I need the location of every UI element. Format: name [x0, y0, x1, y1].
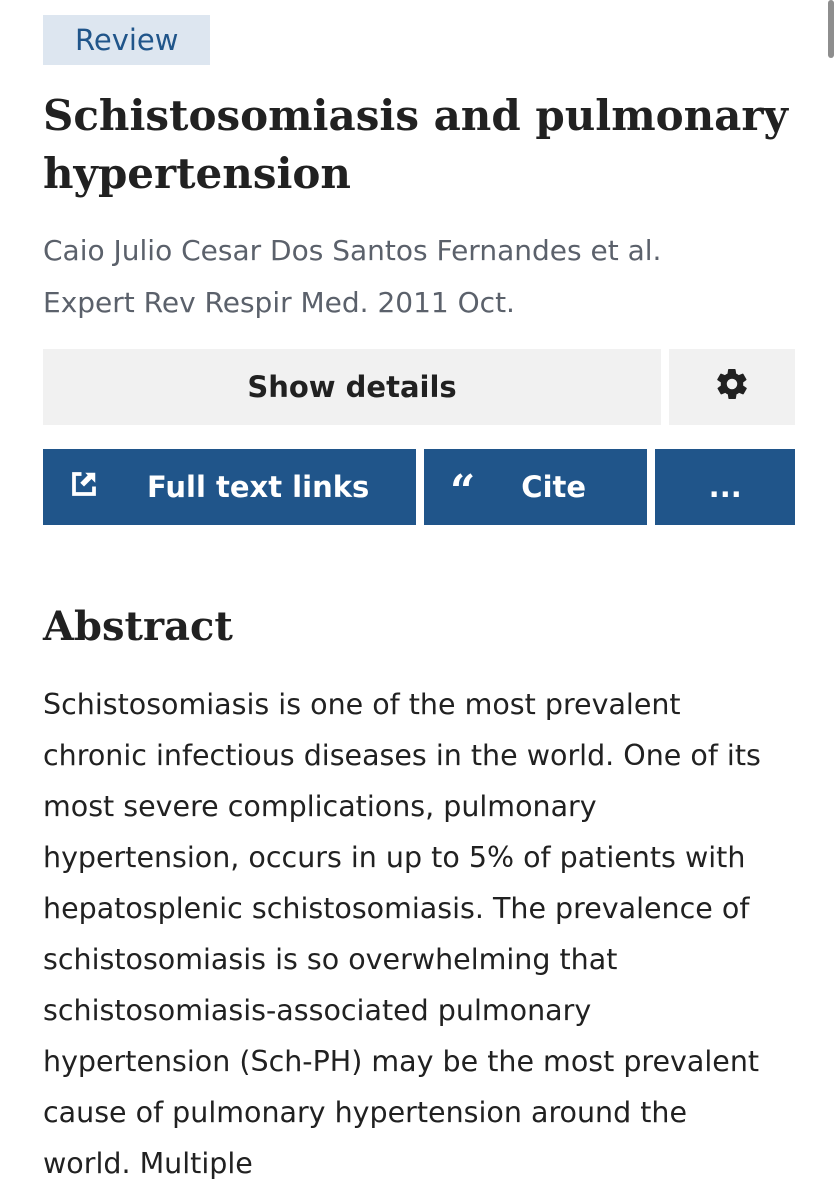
- cite-label: Cite: [521, 470, 587, 504]
- article-meta: [43, 225, 795, 329]
- action-bar: [43, 449, 795, 525]
- publication-type-badge: Review: [43, 15, 210, 65]
- article-summary: [43, 15, 795, 1189]
- full-text-links-button[interactable]: [43, 449, 416, 525]
- scrollbar[interactable]: [828, 0, 834, 58]
- show-details-label: Show details: [247, 370, 457, 404]
- cite-button[interactable]: [424, 449, 647, 525]
- article-title: Schistosomiasis and pulmonary hypertension: [43, 91, 788, 198]
- authors: Caio Julio Cesar Dos Santos Fernandes et al.: [43, 234, 662, 267]
- full-text-links-label: Full text links: [147, 470, 370, 504]
- more-actions-label: ...: [708, 470, 742, 504]
- show-details-button[interactable]: [43, 349, 661, 425]
- external-link-icon: [69, 469, 99, 506]
- journal-citation: Expert Rev Respir Med. 2011 Oct.: [43, 286, 515, 319]
- display-options-button[interactable]: [669, 349, 795, 425]
- abstract-text: Schistosomiasis is one of the most prevalent chronic infectious diseases in the world. One of its most severe complications, pulmonary hypertension, occurs in up to 5% of patients with hepatosplenic schistosomiasis. The prevalence of schistosomiasis is so overwhelming that schistosomiasis-associated pulmonary hypertension (Sch-PH) may be the most prevalent cause of pulmonary hypertension around the world. Multiple: [43, 688, 761, 1180]
- more-actions-button[interactable]: [655, 449, 795, 525]
- gear-icon: [714, 366, 750, 409]
- quote-icon: “: [449, 466, 476, 517]
- abstract-heading: Abstract: [43, 603, 233, 650]
- details-row: [43, 349, 795, 425]
